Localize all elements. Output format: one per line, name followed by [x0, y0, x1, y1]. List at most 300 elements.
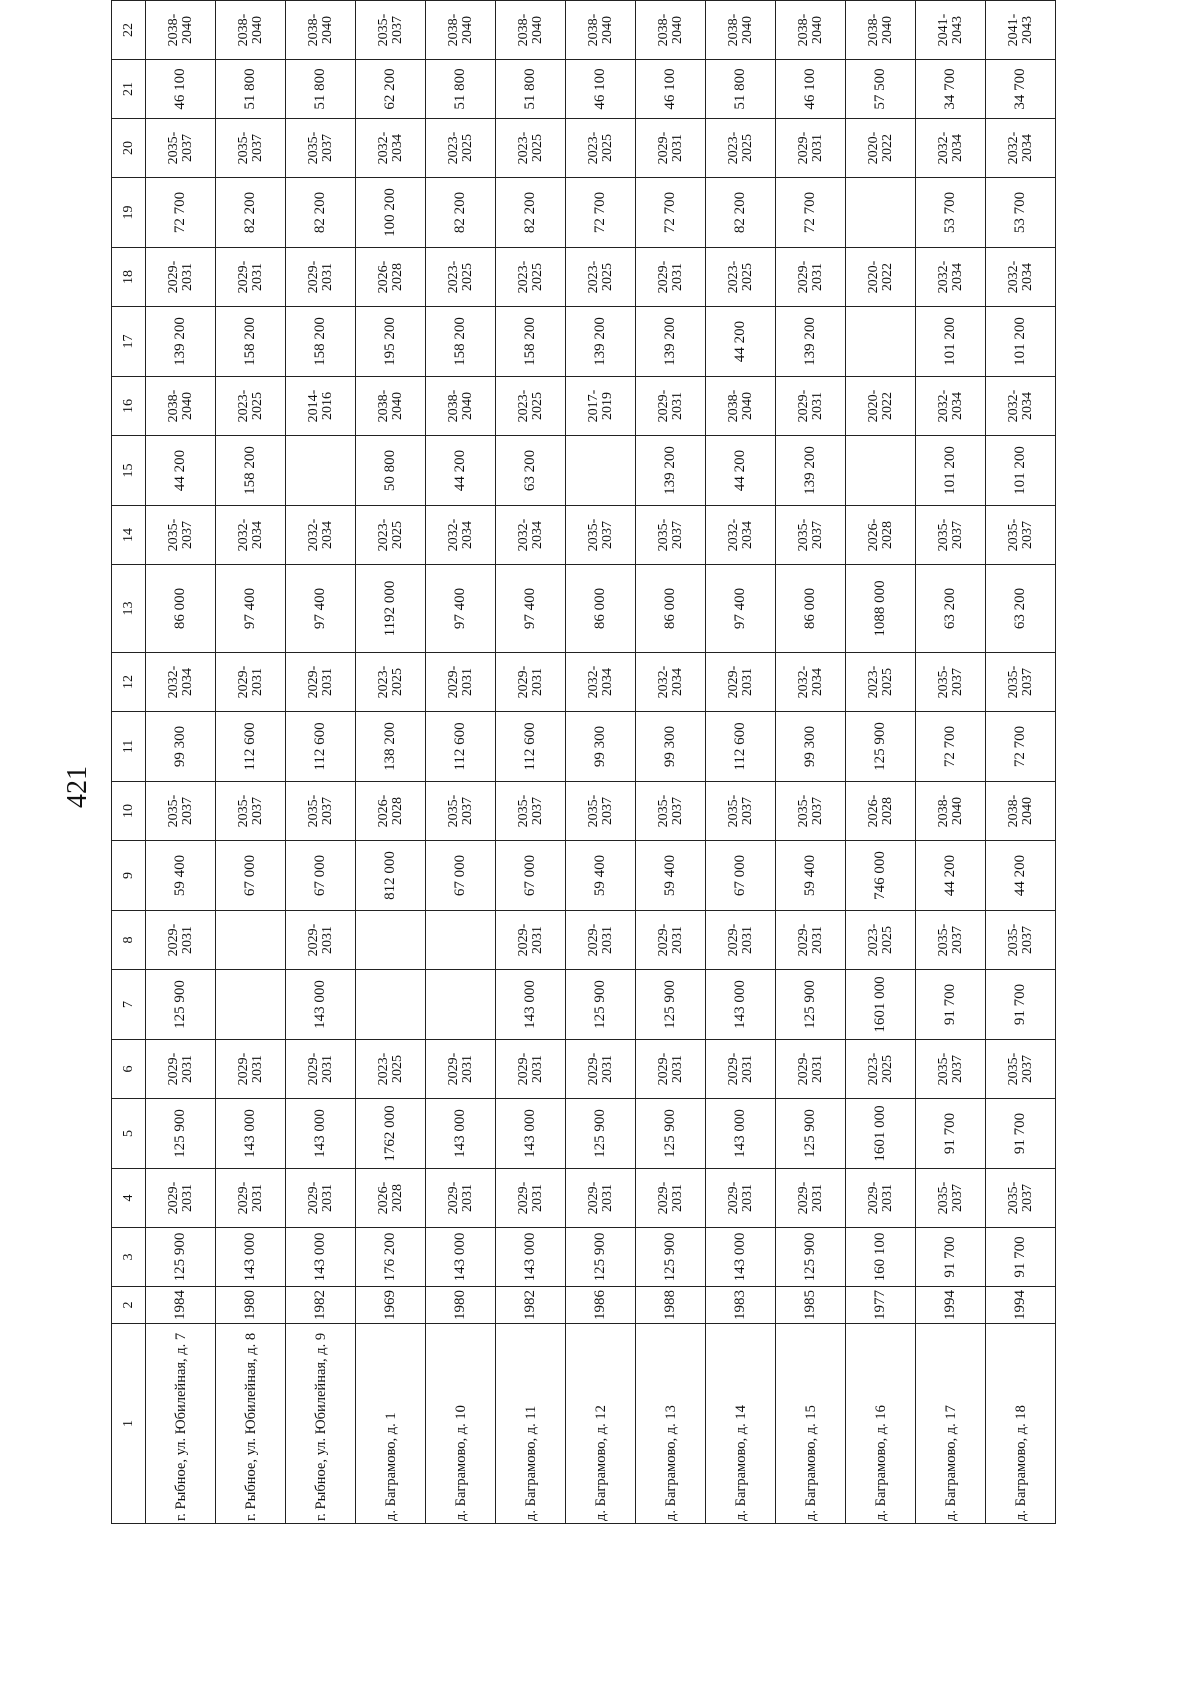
- column-number-13: 13: [112, 565, 146, 653]
- cost-cell: 82 200: [286, 178, 356, 248]
- period-cell: 2038- 2040: [216, 1, 286, 60]
- cost-cell: 86 000: [636, 565, 706, 653]
- cost-cell: 143 000: [286, 970, 356, 1040]
- period-cell: 2035- 2037: [636, 782, 706, 841]
- cost-cell: 139 200: [636, 307, 706, 377]
- cost-cell: 82 200: [216, 178, 286, 248]
- period-cell: 2017- 2019: [566, 377, 636, 436]
- period-cell: 2029- 2031: [636, 1169, 706, 1228]
- period-cell: 2029- 2031: [286, 653, 356, 712]
- period-cell: 2038- 2040: [916, 782, 986, 841]
- period-cell: 2035- 2037: [986, 653, 1056, 712]
- table-row: [706, 0, 776, 1524]
- cost-cell: 746 000: [846, 841, 916, 911]
- empty-cell: [216, 970, 286, 1040]
- period-cell: 2029- 2031: [636, 377, 706, 436]
- cost-cell: 125 900: [146, 1099, 216, 1169]
- period-cell: 2029- 2031: [426, 1040, 496, 1099]
- period-cell: 2035- 2037: [146, 782, 216, 841]
- period-cell: 2023- 2025: [496, 248, 566, 307]
- empty-cell: [846, 436, 916, 506]
- period-cell: 2032- 2034: [986, 377, 1056, 436]
- empty-cell: [496, 0, 566, 1]
- schedule-grid: [111, 0, 1056, 1524]
- period-cell: 2032- 2034: [636, 653, 706, 712]
- cost-cell: 125 900: [636, 970, 706, 1040]
- period-cell: 2035- 2037: [146, 119, 216, 178]
- cost-cell: 99 300: [636, 712, 706, 782]
- cost-cell: 59 400: [776, 841, 846, 911]
- period-cell: 2035- 2037: [566, 782, 636, 841]
- cost-cell: 91 700: [986, 1228, 1056, 1287]
- column-number-8: 8: [112, 911, 146, 970]
- period-cell: 2035- 2037: [916, 506, 986, 565]
- period-cell: 2032- 2034: [706, 506, 776, 565]
- cost-cell: 1762 000: [356, 1099, 426, 1169]
- cost-cell: 125 900: [636, 1099, 706, 1169]
- empty-cell: [916, 0, 986, 1]
- period-cell: 2023- 2025: [356, 506, 426, 565]
- empty-cell: [566, 436, 636, 506]
- column-number-1: 1: [112, 1324, 146, 1524]
- cost-cell: 91 700: [916, 970, 986, 1040]
- period-cell: 2029- 2031: [706, 911, 776, 970]
- year-cell: 1977: [846, 1287, 916, 1324]
- cost-cell: 51 800: [706, 60, 776, 119]
- cost-cell: 99 300: [566, 712, 636, 782]
- period-cell: 2029- 2031: [566, 1169, 636, 1228]
- cost-cell: 112 600: [496, 712, 566, 782]
- cost-cell: 101 200: [986, 436, 1056, 506]
- column-number-21: 21: [112, 60, 146, 119]
- period-cell: 2023- 2025: [216, 377, 286, 436]
- table-row: [496, 0, 566, 1524]
- period-cell: 2023- 2025: [846, 1040, 916, 1099]
- address-cell: д. Баграмово, д. 11: [496, 1324, 566, 1524]
- period-cell: 2029- 2031: [146, 1169, 216, 1228]
- empty-cell: [986, 0, 1056, 1]
- cost-cell: 72 700: [566, 178, 636, 248]
- column-number-17: 17: [112, 307, 146, 377]
- column-number-11: 11: [112, 712, 146, 782]
- column-number-12: 12: [112, 653, 146, 712]
- period-cell: 2038- 2040: [426, 377, 496, 436]
- period-cell: 2038- 2040: [776, 1, 846, 60]
- year-cell: 1984: [146, 1287, 216, 1324]
- address-cell: д. Баграмово, д. 14: [706, 1324, 776, 1524]
- period-cell: 2023- 2025: [356, 1040, 426, 1099]
- cost-cell: 72 700: [636, 178, 706, 248]
- cost-cell: 44 200: [916, 841, 986, 911]
- cost-cell: 101 200: [986, 307, 1056, 377]
- period-cell: 2023- 2025: [426, 248, 496, 307]
- period-cell: 2032- 2034: [426, 506, 496, 565]
- empty-cell: [566, 0, 636, 1]
- table-row: [986, 0, 1056, 1524]
- period-cell: 2035- 2037: [496, 782, 566, 841]
- period-cell: 2023- 2025: [846, 911, 916, 970]
- period-cell: 2035- 2037: [986, 1169, 1056, 1228]
- cost-cell: 143 000: [216, 1228, 286, 1287]
- period-cell: 2029- 2031: [776, 248, 846, 307]
- period-cell: 2035- 2037: [986, 506, 1056, 565]
- empty-cell: [286, 436, 356, 506]
- period-cell: 2035- 2037: [216, 782, 286, 841]
- cost-cell: 158 200: [286, 307, 356, 377]
- period-cell: 2023- 2025: [356, 653, 426, 712]
- cost-cell: 812 000: [356, 841, 426, 911]
- cost-cell: 51 800: [216, 60, 286, 119]
- period-cell: 2035- 2037: [916, 911, 986, 970]
- cost-cell: 125 900: [776, 1099, 846, 1169]
- cost-cell: 143 000: [496, 1099, 566, 1169]
- cost-cell: 97 400: [216, 565, 286, 653]
- period-cell: 2038- 2040: [426, 1, 496, 60]
- empty-cell: [776, 0, 846, 1]
- cost-cell: 1601 000: [846, 1099, 916, 1169]
- cost-cell: 63 200: [916, 565, 986, 653]
- address-cell: д. Баграмово, д. 16: [846, 1324, 916, 1524]
- cost-cell: 125 900: [566, 1228, 636, 1287]
- header-row: [112, 0, 146, 1524]
- cost-cell: 34 700: [916, 60, 986, 119]
- cost-cell: 53 700: [916, 178, 986, 248]
- cost-cell: 44 200: [706, 436, 776, 506]
- cost-cell: 44 200: [146, 436, 216, 506]
- period-cell: 2029- 2031: [216, 248, 286, 307]
- cost-cell: 143 000: [286, 1228, 356, 1287]
- column-number-6: 6: [112, 1040, 146, 1099]
- period-cell: 2029- 2031: [286, 911, 356, 970]
- period-cell: 2026- 2028: [846, 506, 916, 565]
- period-cell: 2029- 2031: [706, 1169, 776, 1228]
- year-cell: 1985: [776, 1287, 846, 1324]
- page-number: 421: [62, 766, 93, 808]
- period-cell: 2029- 2031: [496, 911, 566, 970]
- period-cell: 2029- 2031: [776, 911, 846, 970]
- cost-cell: 139 200: [636, 436, 706, 506]
- year-cell: 1982: [496, 1287, 566, 1324]
- empty-cell: [426, 911, 496, 970]
- period-cell: 2032- 2034: [776, 653, 846, 712]
- year-cell: 1969: [356, 1287, 426, 1324]
- cost-cell: 160 100: [846, 1228, 916, 1287]
- table-row: [846, 0, 916, 1524]
- cost-cell: 91 700: [986, 970, 1056, 1040]
- address-cell: д. Баграмово, д. 18: [986, 1324, 1056, 1524]
- year-cell: 1986: [566, 1287, 636, 1324]
- cost-cell: 100 200: [356, 178, 426, 248]
- cost-cell: 57 500: [846, 60, 916, 119]
- cost-cell: 97 400: [286, 565, 356, 653]
- period-cell: 2029- 2031: [776, 377, 846, 436]
- cost-cell: 143 000: [496, 1228, 566, 1287]
- cost-cell: 67 000: [286, 841, 356, 911]
- cost-cell: 143 000: [496, 970, 566, 1040]
- period-cell: 2029- 2031: [286, 1169, 356, 1228]
- cost-cell: 62 200: [356, 60, 426, 119]
- empty-cell: [426, 970, 496, 1040]
- period-cell: 2029- 2031: [776, 1169, 846, 1228]
- cost-cell: 1601 000: [846, 970, 916, 1040]
- period-cell: 2035- 2037: [566, 506, 636, 565]
- period-cell: 2029- 2031: [776, 119, 846, 178]
- period-cell: 2029- 2031: [496, 653, 566, 712]
- period-cell: 2041- 2043: [916, 1, 986, 60]
- empty-cell: [216, 911, 286, 970]
- period-cell: 2029- 2031: [426, 653, 496, 712]
- period-cell: 2029- 2031: [636, 1040, 706, 1099]
- empty-cell: [286, 0, 356, 1]
- year-cell: 1994: [986, 1287, 1056, 1324]
- period-cell: 2029- 2031: [286, 248, 356, 307]
- period-cell: 2014- 2016: [286, 377, 356, 436]
- address-cell: д. Баграмово, д. 13: [636, 1324, 706, 1524]
- column-number-3: 3: [112, 1228, 146, 1287]
- period-cell: 2038- 2040: [846, 1, 916, 60]
- period-cell: 2029- 2031: [496, 1040, 566, 1099]
- cost-cell: 72 700: [146, 178, 216, 248]
- cost-cell: 97 400: [496, 565, 566, 653]
- cost-cell: 1088 000: [846, 565, 916, 653]
- period-cell: 2038- 2040: [496, 1, 566, 60]
- cost-cell: 50 800: [356, 436, 426, 506]
- cost-cell: 112 600: [426, 712, 496, 782]
- cost-cell: 138 200: [356, 712, 426, 782]
- cost-cell: 99 300: [146, 712, 216, 782]
- cost-cell: 91 700: [986, 1099, 1056, 1169]
- cost-cell: 86 000: [776, 565, 846, 653]
- address-cell: д. Баграмово, д. 15: [776, 1324, 846, 1524]
- column-number-16: 16: [112, 377, 146, 436]
- period-cell: 2029- 2031: [776, 1040, 846, 1099]
- period-cell: 2029- 2031: [216, 1040, 286, 1099]
- period-cell: 2026- 2028: [356, 1169, 426, 1228]
- cost-cell: 34 700: [986, 60, 1056, 119]
- cost-cell: 46 100: [566, 60, 636, 119]
- column-number-2: 2: [112, 1287, 146, 1324]
- period-cell: 2029- 2031: [636, 119, 706, 178]
- column-number-18: 18: [112, 248, 146, 307]
- empty-cell: [356, 0, 426, 1]
- cost-cell: 67 000: [426, 841, 496, 911]
- cost-cell: 97 400: [706, 565, 776, 653]
- cost-cell: 143 000: [706, 1228, 776, 1287]
- period-cell: 2029- 2031: [146, 911, 216, 970]
- period-cell: 2029- 2031: [286, 1040, 356, 1099]
- empty-cell: [426, 0, 496, 1]
- cost-cell: 112 600: [706, 712, 776, 782]
- address-cell: д. Баграмово, д. 12: [566, 1324, 636, 1524]
- period-cell: 2029- 2031: [566, 911, 636, 970]
- column-number-22: 22: [112, 1, 146, 60]
- cost-cell: 195 200: [356, 307, 426, 377]
- cost-cell: 59 400: [146, 841, 216, 911]
- period-cell: 2023- 2025: [566, 119, 636, 178]
- period-cell: 2035- 2037: [286, 119, 356, 178]
- cost-cell: 51 800: [496, 60, 566, 119]
- year-cell: 1983: [706, 1287, 776, 1324]
- cost-cell: 86 000: [566, 565, 636, 653]
- period-cell: 2020- 2022: [846, 377, 916, 436]
- cost-cell: 1192 000: [356, 565, 426, 653]
- table-row: [776, 0, 846, 1524]
- cost-cell: 51 800: [426, 60, 496, 119]
- period-cell: 2029- 2031: [846, 1169, 916, 1228]
- cost-cell: 125 900: [146, 970, 216, 1040]
- column-number-14: 14: [112, 506, 146, 565]
- cost-cell: 139 200: [566, 307, 636, 377]
- period-cell: 2032- 2034: [916, 248, 986, 307]
- empty-cell: [846, 307, 916, 377]
- table-row: [356, 0, 426, 1524]
- cost-cell: 143 000: [426, 1228, 496, 1287]
- year-cell: 1982: [286, 1287, 356, 1324]
- period-cell: 2035- 2037: [636, 506, 706, 565]
- period-cell: 2032- 2034: [986, 119, 1056, 178]
- period-cell: 2032- 2034: [216, 506, 286, 565]
- cost-cell: 67 000: [496, 841, 566, 911]
- table-row: [916, 0, 986, 1524]
- period-cell: 2038- 2040: [566, 1, 636, 60]
- cost-cell: 67 000: [216, 841, 286, 911]
- cost-cell: 139 200: [776, 436, 846, 506]
- period-cell: 2023- 2025: [846, 653, 916, 712]
- period-cell: 2032- 2034: [566, 653, 636, 712]
- period-cell: 2032- 2034: [986, 248, 1056, 307]
- cost-cell: 125 900: [566, 1099, 636, 1169]
- table-row: [216, 0, 286, 1524]
- table-row: [636, 0, 706, 1524]
- period-cell: 2023- 2025: [496, 119, 566, 178]
- cost-cell: 44 200: [986, 841, 1056, 911]
- period-cell: 2029- 2031: [706, 1040, 776, 1099]
- address-cell: г. Рыбное, ул. Юбилейная, д. 7: [146, 1324, 216, 1524]
- empty-cell: [636, 0, 706, 1]
- cost-cell: 82 200: [706, 178, 776, 248]
- cost-cell: 125 900: [566, 970, 636, 1040]
- cost-cell: 44 200: [706, 307, 776, 377]
- period-cell: 2029- 2031: [496, 1169, 566, 1228]
- period-cell: 2035- 2037: [706, 782, 776, 841]
- cost-cell: 176 200: [356, 1228, 426, 1287]
- column-number-7: 7: [112, 970, 146, 1040]
- period-cell: 2029- 2031: [216, 1169, 286, 1228]
- period-cell: 2029- 2031: [146, 248, 216, 307]
- year-cell: 1980: [426, 1287, 496, 1324]
- cost-cell: 101 200: [916, 307, 986, 377]
- cost-cell: 125 900: [776, 970, 846, 1040]
- period-cell: 2035- 2037: [986, 911, 1056, 970]
- empty-cell: [846, 0, 916, 1]
- cost-cell: 67 000: [706, 841, 776, 911]
- column-number-20: 20: [112, 119, 146, 178]
- cost-cell: 86 000: [146, 565, 216, 653]
- cost-cell: 46 100: [146, 60, 216, 119]
- cost-cell: 46 100: [776, 60, 846, 119]
- column-number-10: 10: [112, 782, 146, 841]
- address-cell: г. Рыбное, ул. Юбилейная, д. 9: [286, 1324, 356, 1524]
- cost-cell: 158 200: [216, 307, 286, 377]
- address-cell: д. Баграмово, д. 17: [916, 1324, 986, 1524]
- cost-cell: 143 000: [216, 1099, 286, 1169]
- cost-cell: 91 700: [916, 1099, 986, 1169]
- period-cell: 2032- 2034: [916, 119, 986, 178]
- year-cell: 1994: [916, 1287, 986, 1324]
- period-cell: 2029- 2031: [216, 653, 286, 712]
- address-cell: д. Баграмово, д. 1: [356, 1324, 426, 1524]
- empty-cell: [216, 0, 286, 1]
- column-number-4: 4: [112, 1169, 146, 1228]
- empty-cell: [706, 0, 776, 1]
- period-cell: 2032- 2034: [496, 506, 566, 565]
- period-cell: 2029- 2031: [636, 248, 706, 307]
- table-row: [146, 0, 216, 1524]
- table-row: [426, 0, 496, 1524]
- period-cell: 2023- 2025: [426, 119, 496, 178]
- period-cell: 2035- 2037: [286, 782, 356, 841]
- period-cell: 2029- 2031: [566, 1040, 636, 1099]
- cost-cell: 72 700: [986, 712, 1056, 782]
- period-cell: 2038- 2040: [146, 377, 216, 436]
- cost-cell: 72 700: [776, 178, 846, 248]
- period-cell: 2041- 2043: [986, 1, 1056, 60]
- column-number-23: [112, 0, 146, 1]
- cost-cell: 97 400: [426, 565, 496, 653]
- period-cell: 2035- 2037: [146, 506, 216, 565]
- period-cell: 2029- 2031: [426, 1169, 496, 1228]
- cost-cell: 143 000: [706, 1099, 776, 1169]
- period-cell: 2038- 2040: [146, 1, 216, 60]
- period-cell: 2035- 2037: [986, 1040, 1056, 1099]
- cost-cell: 143 000: [286, 1099, 356, 1169]
- cost-cell: 46 100: [636, 60, 706, 119]
- year-cell: 1988: [636, 1287, 706, 1324]
- cost-cell: 53 700: [986, 178, 1056, 248]
- period-cell: 2035- 2037: [776, 506, 846, 565]
- cost-cell: 143 000: [706, 970, 776, 1040]
- period-cell: 2029- 2031: [146, 1040, 216, 1099]
- table-row: [566, 0, 636, 1524]
- cost-cell: 158 200: [216, 436, 286, 506]
- period-cell: 2032- 2034: [146, 653, 216, 712]
- cost-cell: 63 200: [986, 565, 1056, 653]
- cost-cell: 63 200: [496, 436, 566, 506]
- period-cell: 2029- 2031: [706, 653, 776, 712]
- period-cell: 2035- 2037: [216, 119, 286, 178]
- cost-cell: 125 900: [846, 712, 916, 782]
- cost-cell: 82 200: [496, 178, 566, 248]
- column-number-15: 15: [112, 436, 146, 506]
- address-cell: г. Рыбное, ул. Юбилейная, д. 8: [216, 1324, 286, 1524]
- cost-cell: 51 800: [286, 60, 356, 119]
- period-cell: 2023- 2025: [496, 377, 566, 436]
- cost-cell: 143 000: [426, 1099, 496, 1169]
- period-cell: 2026- 2028: [356, 782, 426, 841]
- empty-cell: [846, 178, 916, 248]
- cost-cell: 112 600: [216, 712, 286, 782]
- cost-cell: 112 600: [286, 712, 356, 782]
- period-cell: 2035- 2037: [776, 782, 846, 841]
- year-cell: 1980: [216, 1287, 286, 1324]
- cost-cell: 125 900: [146, 1228, 216, 1287]
- period-cell: 2038- 2040: [986, 782, 1056, 841]
- period-cell: 2035- 2037: [916, 1040, 986, 1099]
- period-cell: 2038- 2040: [706, 377, 776, 436]
- cost-cell: 125 900: [776, 1228, 846, 1287]
- period-cell: 2023- 2025: [706, 119, 776, 178]
- cost-cell: 82 200: [426, 178, 496, 248]
